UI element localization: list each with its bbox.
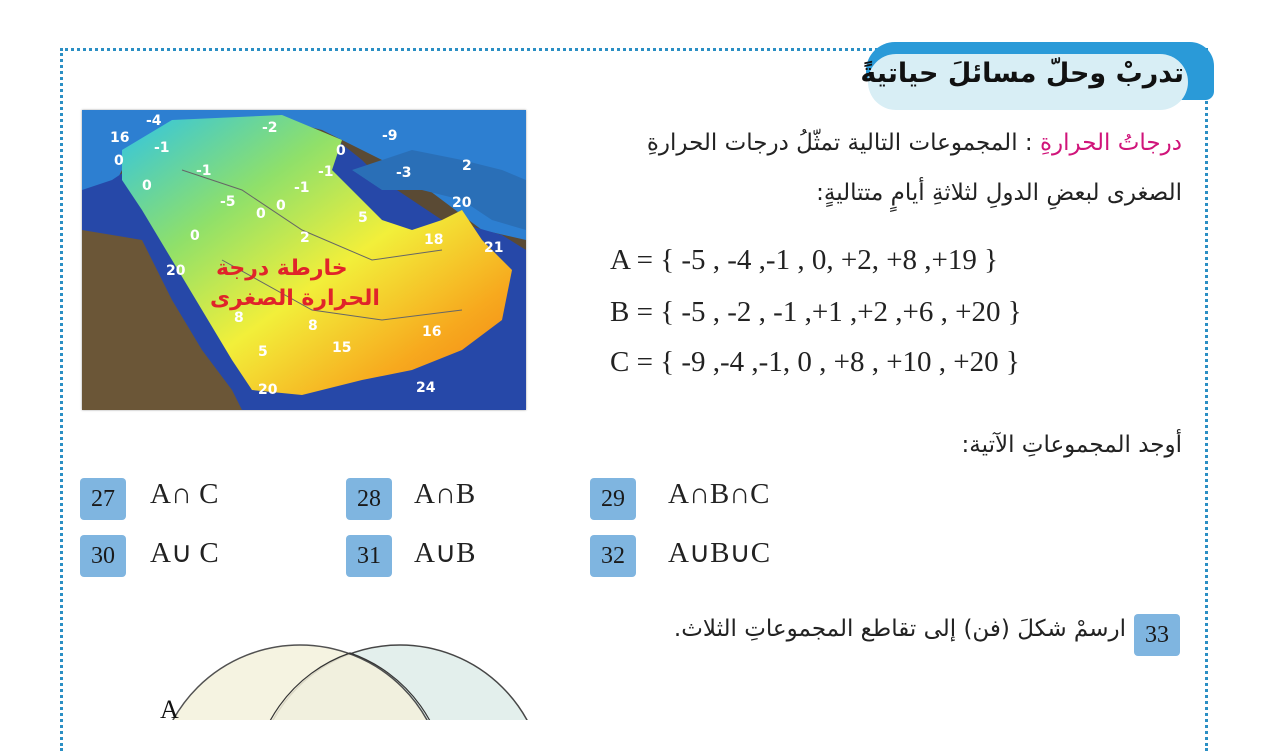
map-label: 0 — [256, 206, 266, 222]
map-label: -1 — [294, 180, 310, 196]
exercise-prompt: أوجد المجموعاتِ الآتية: — [961, 432, 1182, 458]
intro-term: درجاتُ الحرارةِ — [1039, 130, 1182, 156]
map-label: -1 — [318, 164, 334, 180]
arabian-peninsula-map — [82, 110, 526, 410]
exercise-number: 32 — [590, 535, 636, 577]
map-label: 20 — [166, 263, 186, 279]
set-c: C = { -9 ,-4 ,-1, 0 , +8 , +10 , +20 } — [610, 346, 1020, 378]
map-label: 5 — [258, 344, 268, 360]
map-label: 0 — [336, 143, 346, 159]
map-label: 5 — [358, 210, 368, 226]
map-label: 0 — [190, 228, 200, 244]
map-label: -4 — [146, 113, 162, 129]
exercise-expression: A∪ C — [150, 537, 219, 569]
map-label: 0 — [114, 153, 124, 169]
map-label: -1 — [154, 140, 170, 156]
map-label: 8 — [308, 318, 318, 334]
map-label: 0 — [276, 198, 286, 214]
exercise-number: 30 — [80, 535, 126, 577]
set-b: B = { -5 , -2 , -1 ,+1 ,+2 ,+6 , +20 } — [610, 296, 1022, 328]
map-label: 0 — [142, 178, 152, 194]
map-label: -1 — [196, 163, 212, 179]
exercise-number: 28 — [346, 478, 392, 520]
exercise-expression: A∩B∩C — [668, 478, 770, 510]
map-label: -3 — [396, 165, 412, 181]
map-label: 21 — [484, 240, 504, 256]
exercise-expression: A∩ C — [150, 478, 219, 510]
section-title: تدربْ وحلّ مسائلَ حياتيةً — [860, 58, 1184, 89]
question-33-text: ارسمْ شكلَ (فن) إلى تقاطع المجموعاتِ الثلاث. — [673, 616, 1126, 642]
exercise-expression: A∩B — [414, 478, 476, 510]
exercise-number: 29 — [590, 478, 636, 520]
map-label: 15 — [332, 340, 352, 356]
map-label: 20 — [258, 382, 278, 398]
intro-line-1-rest: : المجموعات التالية تمثّلُ درجات الحرارةِ — [646, 130, 1040, 156]
exercise-number: 27 — [80, 478, 126, 520]
exercise-expression: A∪B∪C — [668, 537, 771, 569]
map-label: 8 — [234, 310, 244, 326]
map-label: 18 — [424, 232, 444, 248]
map-title-line2: الحرارة الصغرى — [210, 286, 380, 311]
map-label: 2 — [462, 158, 472, 174]
intro-line-1 — [647, 130, 1182, 156]
set-a: A = { -5 , -4 ,-1 , 0, +2, +8 ,+19 } — [610, 244, 999, 276]
map-label: 16 — [422, 324, 442, 340]
map-title-line1: خارطة درجة — [216, 256, 348, 281]
temperature-map-image — [82, 110, 526, 410]
map-label: 20 — [452, 195, 472, 211]
venn-diagram — [150, 640, 630, 724]
map-label: 16 — [110, 130, 130, 146]
map-label: -9 — [382, 128, 398, 144]
map-label: -5 — [220, 194, 236, 210]
map-label: 2 — [300, 230, 310, 246]
venn-diagram-svg — [150, 640, 630, 720]
exercise-expression: A∪B — [414, 537, 476, 569]
exercise-number: 31 — [346, 535, 392, 577]
venn-label-a: A — [160, 695, 179, 720]
map-label: -2 — [262, 120, 278, 136]
exercise-number: 33 — [1134, 614, 1180, 656]
map-label: 24 — [416, 380, 436, 396]
intro-line-2: الصغرى لبعضِ الدولِ لثلاثةِ أيامٍ متتاليةٍ: — [816, 180, 1182, 206]
